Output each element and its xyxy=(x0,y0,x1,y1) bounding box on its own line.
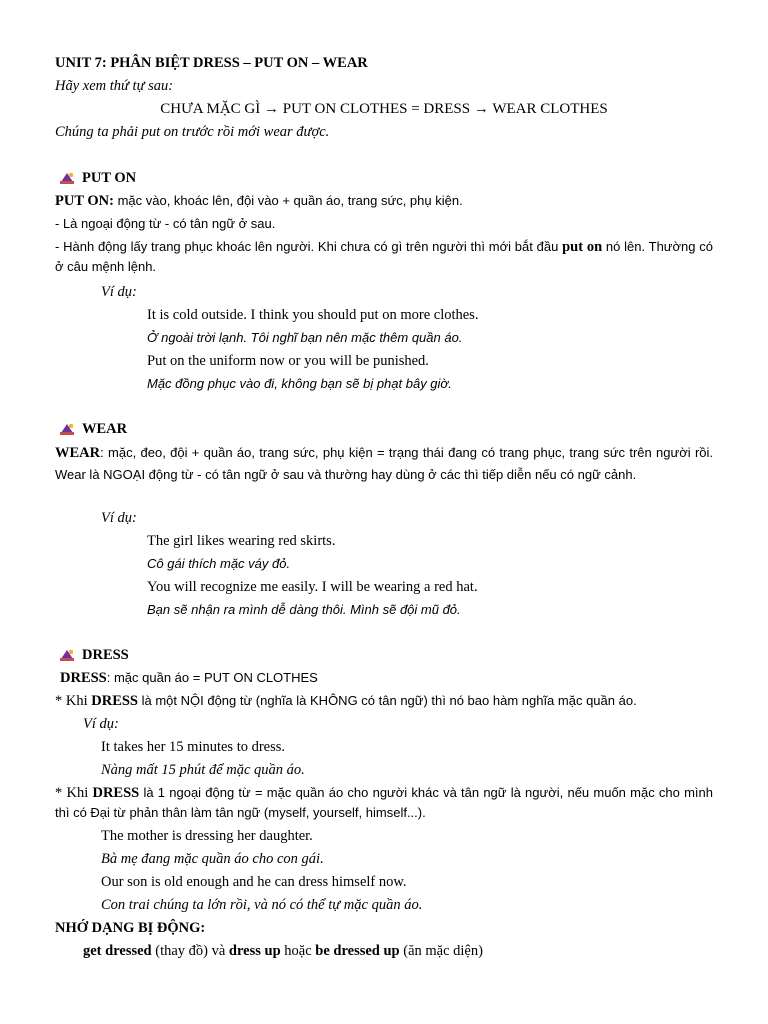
arrow-bullet-icon xyxy=(60,171,74,185)
dress-rule-1-term: DRESS xyxy=(91,693,138,709)
dress-ex1-en: It takes her 15 minutes to dress. xyxy=(101,739,286,755)
dress-term: DRESS xyxy=(60,670,107,686)
dress-def-text: : mặc quần áo = PUT ON CLOTHES xyxy=(106,670,318,685)
passive-text-2: hoặc xyxy=(280,943,316,959)
put-on-term: PUT ON: xyxy=(55,193,114,209)
wear-ex1-vi: Cô gái thích mặc váy đỏ. xyxy=(147,556,291,571)
put-on-point-1: - Là ngoại động từ - có tân ngữ ở sau. xyxy=(55,216,276,231)
dress-rule-1-c: là một NỘI động từ (nghĩa là KHÔNG có tân ngữ) thì nó bao hàm nghĩa mặc quần áo. xyxy=(138,693,637,708)
put-on-example-label: Ví dụ: xyxy=(101,284,137,300)
put-on-point-2 xyxy=(55,237,713,277)
dress-ex3-vi: Con trai chúng ta lớn rồi, và nó có thể tự mặc quần áo. xyxy=(101,897,423,913)
passive-get-dressed: get dressed xyxy=(83,943,152,959)
put-on-point-2-c: nó lên. Thường có ở câu mệnh lệnh. xyxy=(55,239,713,274)
dress-rule-1 xyxy=(55,691,713,711)
put-on-point-2-a: - Hành động lấy trang phục khoác lên người. Khi chưa có gì trên người thì mới bắt đầu xyxy=(55,239,563,254)
wear-ex2-en: You will recognize me easily. I will be wearing a red hat. xyxy=(147,579,478,595)
wear-heading xyxy=(60,419,127,439)
wear-def-text: : mặc, đeo, đội + quần áo, trang sức, phụ kiện = trạng thái đang có trang phục, trang sức trên người rồi. Wear là NGOẠI động từ - có tân ngữ ở sau và thường hay dùng ở các thì tiếp diễn nếu có ngữ cảnh. xyxy=(55,445,713,482)
passive-be-dressed-up: be dressed up xyxy=(315,943,400,959)
order-label: Hãy xem thứ tự sau: xyxy=(55,78,174,94)
dress-ex2-en: The mother is dressing her daughter. xyxy=(101,828,313,844)
passive-text-3: (ăn mặc diện) xyxy=(399,943,483,959)
wear-heading-label: WEAR xyxy=(82,420,128,437)
put-on-definition xyxy=(55,191,713,211)
passive-forms xyxy=(83,941,713,961)
wear-ex1-en: The girl likes wearing red skirts. xyxy=(147,533,336,549)
arrow-bullet-icon xyxy=(60,648,74,662)
put-on-def-text: mặc vào, khoác lên, đội vào + quần áo, trang sức, phụ kiện. xyxy=(113,193,463,208)
put-on-heading xyxy=(60,168,136,188)
dress-ex1-vi: Nàng mất 15 phút để mặc quần áo. xyxy=(101,762,305,778)
sequence-line: CHƯA MẶC GÌ → PUT ON CLOTHES = DRESS → WEAR CLOTHES xyxy=(160,101,608,117)
dress-ex3-en: Our son is old enough and he can dress himself now. xyxy=(101,874,407,890)
dress-rule-2-term: DRESS xyxy=(92,785,140,801)
put-on-heading-label: PUT ON xyxy=(82,169,137,186)
wear-example-label: Ví dụ: xyxy=(101,510,137,526)
dress-rule-2 xyxy=(55,783,713,823)
unit-title: UNIT 7: PHÂN BIỆT DRESS – PUT ON – WEAR xyxy=(55,55,368,71)
wear-definition xyxy=(55,442,713,486)
put-on-ex2-en: Put on the uniform now or you will be punished. xyxy=(147,353,429,369)
dress-rule-2-c: là 1 ngoại động từ = mặc quần áo cho người khác và tân ngữ là người, nếu muốn mặc cho mình thì có Đại từ phản thân làm tân ngữ (myself, yourself, himself...). xyxy=(55,785,714,820)
put-on-point-2-term: put on xyxy=(562,239,603,255)
intro-note: Chúng ta phải put on trước rồi mới wear được. xyxy=(55,124,330,140)
dress-ex2-vi: Bà mẹ đang mặc quần áo cho con gái. xyxy=(101,851,324,867)
dress-rule-1-a: * Khi xyxy=(55,693,92,709)
arrow-bullet-icon xyxy=(60,422,74,436)
dress-definition xyxy=(60,668,713,688)
passive-heading: NHỚ DẠNG BỊ ĐỘNG: xyxy=(55,920,206,936)
passive-dress-up: dress up xyxy=(228,943,281,959)
put-on-ex1-vi: Ở ngoài trời lạnh. Tôi nghĩ bạn nên mặc thêm quần áo. xyxy=(147,330,463,345)
passive-text-1: (thay đồ) và xyxy=(151,943,229,959)
dress-rule-2-a: * Khi xyxy=(55,785,93,801)
put-on-ex2-vi: Mặc đồng phục vào đi, không bạn sẽ bị phạt bây giờ. xyxy=(147,376,452,391)
wear-ex2-vi: Bạn sẽ nhận ra mình dễ dàng thôi. Mình sẽ đội mũ đỏ. xyxy=(147,602,461,617)
wear-term: WEAR xyxy=(55,445,101,461)
dress-example-label: Ví dụ: xyxy=(83,716,119,732)
put-on-ex1-en: It is cold outside. I think you should put on more clothes. xyxy=(147,307,479,323)
dress-heading-label: DRESS xyxy=(82,646,129,663)
dress-heading xyxy=(60,645,129,665)
